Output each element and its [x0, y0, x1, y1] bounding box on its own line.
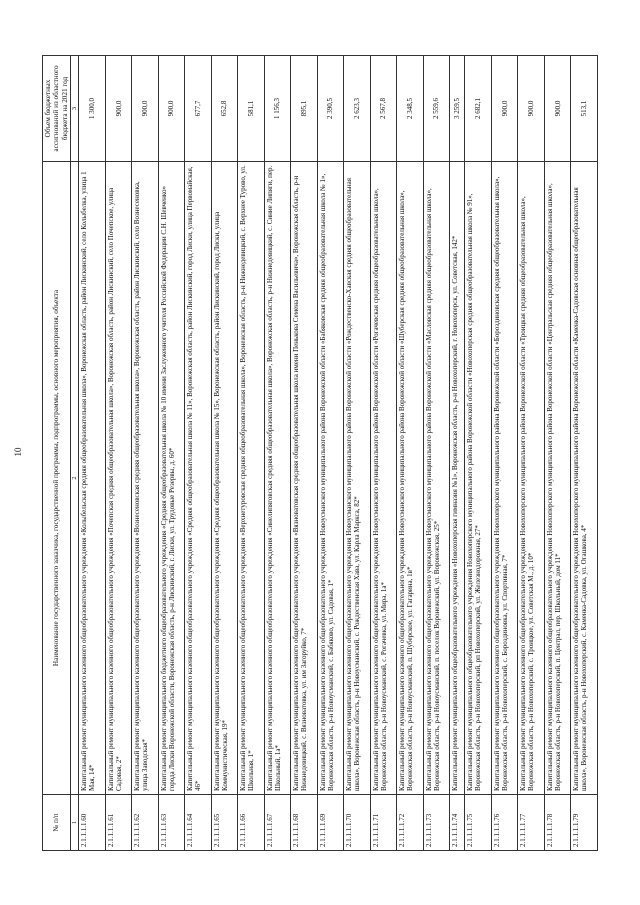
row-number: 2.1.1.1.1.72 — [397, 794, 423, 850]
table-row — [105, 55, 131, 850]
page-number: 10 — [13, 447, 23, 457]
row-name: Капитальный ремонт муниципального казенного общеобразовательного учреждения «Почепская средняя общеобразовательная школа», Воронежская область, район Лискинский, село Почепское, улица Садовая, 2* — [105, 161, 131, 794]
table-row — [518, 55, 544, 850]
row-volume: 900,0 — [491, 55, 517, 161]
row-volume: 2 623,3 — [344, 55, 370, 161]
row-volume: 2 348,5 — [397, 55, 423, 161]
table-row — [571, 55, 598, 850]
table-row — [79, 55, 105, 850]
table-row — [158, 55, 184, 850]
table-row — [264, 55, 290, 850]
row-name: Капитальный ремонт муниципального казенного общеобразовательного учреждения «Синелипяговская средняя общеобразовательная школа», Воронежская область, р-н Нижнедевицкий, с. Синие Липяги, пер. Школьный, 1а* — [264, 161, 290, 794]
row-number: 2.1.1.1.1.68 — [291, 794, 317, 850]
index-cell: 1 — [70, 794, 78, 850]
row-volume: 677,7 — [185, 55, 211, 161]
row-number: 2.1.1.1.1.75 — [465, 794, 491, 850]
table-row — [317, 55, 343, 850]
row-number: 2.1.1.1.1.71 — [370, 794, 396, 850]
row-volume: 895,1 — [291, 55, 317, 161]
row-name: Капитальный ремонт муниципального общеобразовательного учреждения «Новохоперская гимназия №1», Воронежская область, р-н Новохоперский, г. Новохоперск, ул. Советская, 142* — [450, 161, 465, 794]
row-name: Капитальный ремонт муниципального казенного общеобразовательного учреждения Новохоперского муниципального района Воронежской области «Каменка-Садовская основная общеобразовательная школа», Воронежская область, р-н Новохоперский, с. Каменка-Садовка, ул. Огашкова, 4* — [571, 161, 598, 794]
row-number: 2.1.1.1.1.79 — [571, 794, 598, 850]
row-volume: 1 156,3 — [264, 55, 290, 161]
row-name: Капитальный ремонт муниципального казенного общеобразовательного учреждения Новоусманского муниципального района Воронежской области «Бабяковская средняя общеобразовательная школа № 1», Воронежская область, р-н Новоусманский, с. Бабяково, ул. Садовая, 1* — [317, 161, 343, 794]
row-number: 2.1.1.1.1.66 — [238, 794, 264, 850]
row-name: Капитальный ремонт муниципального казенного общеобразовательного учреждения «Колыбельская средняя общеобразовательная школа», Воронежская область, район Лискинский, село Колыбелка, улица 1 Мая, 14* — [79, 161, 105, 794]
row-name: Капитальный ремонт муниципального общеобразовательного учреждения Новохоперского муниципального района Воронежской области «Новохоперская средняя общеобразовательная школа № 91», Воронежская область, р-н Новохоперский, рп Новохоперский, ул. Железнодорожная, 27* — [465, 161, 491, 794]
header-name: Наименование государственного заказчика, государственной программы, подпрограммы, основного мероприятия, объекта — [43, 161, 71, 794]
row-number: 2.1.1.1.1.65 — [211, 794, 237, 850]
index-cell: 3 — [70, 55, 78, 161]
table-row — [491, 55, 517, 850]
row-volume: 900,0 — [132, 55, 158, 161]
row-number: 2.1.1.1.1.62 — [132, 794, 158, 850]
table-row — [450, 55, 465, 850]
row-volume: 581,1 — [238, 55, 264, 161]
index-cell: 2 — [70, 161, 78, 794]
row-volume: 513,1 — [571, 55, 598, 161]
row-name: Капитальный ремонт муниципального казенного общеобразовательного учреждения «Средняя общеобразовательная школа № 15», Воронежская область, район Лискинский, город Лиски, улица Коммунистическая, 19* — [211, 161, 237, 794]
row-number: 2.1.1.1.1.70 — [344, 794, 370, 850]
document-sheet — [42, 55, 598, 851]
table-row — [211, 55, 237, 850]
row-volume: 900,0 — [105, 55, 131, 161]
header-volume: Объем бюджетных ассигнований из областного бюджета на 2021 год — [43, 55, 71, 161]
row-volume: 1 300,0 — [79, 55, 105, 161]
row-name: Капитальный ремонт муниципального казенного общеобразовательного учреждения «Средняя общеобразовательная школа № 11», Воронежская область, район Лискинский, город Лиски, улица Первомайская, 46* — [185, 161, 211, 794]
table-index-row — [70, 55, 78, 850]
table-row — [397, 55, 423, 850]
row-number: 2.1.1.1.1.69 — [317, 794, 343, 850]
row-name: Капитальный ремонт муниципального казенного общеобразовательного учреждения Новоусманского муниципального района Воронежской области «Шуберская средняя общеобразовательная школа», Воронежская область, р-н Новоусманский, п. Шуберское, ул. Гагарина, 1в* — [397, 161, 423, 794]
header-num: № п/п — [43, 794, 71, 850]
table-row — [544, 55, 570, 850]
row-volume: 900,0 — [518, 55, 544, 161]
row-number: 2.1.1.1.1.77 — [518, 794, 544, 850]
table-row — [344, 55, 370, 850]
row-number: 2.1.1.1.1.74 — [450, 794, 465, 850]
row-number: 2.1.1.1.1.78 — [544, 794, 570, 850]
row-volume: 900,0 — [158, 55, 184, 161]
row-volume: 2 390,5 — [317, 55, 343, 161]
row-name: Капитальный ремонт муниципального казенного общеобразовательного учреждения Новохоперского муниципального района Воронежской области «Троицкая средняя общеобразовательная школа», Воронежская область, р-н Новохоперский, с. Троицкое, ул. Советская М., д. 10* — [518, 161, 544, 794]
budget-table — [42, 55, 598, 851]
row-number: 2.1.1.1.1.73 — [423, 794, 449, 850]
row-volume: 2 567,8 — [370, 55, 396, 161]
row-name: Капитальный ремонт муниципального казенного общеобразовательного учреждения «Вязноватовская средняя общеобразовательная школа имени Пенькова Семена Васильевича», Воронежская область, р-н Нижнедевицкий, с. Вязноватовка, ул. им Загоруйко, 7* — [291, 161, 317, 794]
table-row — [291, 55, 317, 850]
row-name: Капитальный ремонт муниципального казенного общеобразовательного учреждения Новоусманского муниципального района Воронежской области «Рогачевская средняя общеобразовательная школа», Воронежская область, р-н Новоусманский, с. Рогачевка, ул. Мира, 1а* — [370, 161, 396, 794]
row-name: Капитальный ремонт муниципального казенного общеобразовательного учреждения «Вознесеновская средняя общеобразовательная школа», Воронежская область, район Лискинский, село Вознесеновка, улица Заводская* — [132, 161, 158, 794]
row-number: 2.1.1.1.1.60 — [79, 794, 105, 850]
row-volume: 3 259,5 — [450, 55, 465, 161]
table-row — [370, 55, 396, 850]
table-row — [238, 55, 264, 850]
row-number: 2.1.1.1.1.63 — [158, 794, 184, 850]
row-name: Капитальный ремонт муниципального казенного общеобразовательного учреждения «Верхнетуровская средняя общеобразовательная школа», Воронежская область, р-н Нижнедевицкий, с. Верхнее Турово, ул. Школьная, 1* — [238, 161, 264, 794]
row-name: Капитальный ремонт муниципального казенного общеобразовательного учреждения Новохоперского муниципального района Воронежской области «Бороздиновская средняя общеобразовательная школа», Воронежская область, р-н Новохоперский, с. Бороздиновка, ул. Спортивная, 7* — [491, 161, 517, 794]
table-row — [423, 55, 449, 850]
table-row — [465, 55, 491, 850]
row-number: 2.1.1.1.1.67 — [264, 794, 290, 850]
table-header-row — [43, 55, 71, 850]
row-volume: 900,0 — [544, 55, 570, 161]
row-volume: 2 682,1 — [465, 55, 491, 161]
row-name: Капитальный ремонт муниципального казенного общеобразовательного учреждения Новоусманского муниципального района Воронежской области «Рождественско-Хавская средняя общеобразовательная школа», Воронежская область, р-н Новоусманский, с. Рождественская Хава, ул. Карла Маркса, 82* — [344, 161, 370, 794]
row-number: 2.1.1.1.1.64 — [185, 794, 211, 850]
row-number: 2.1.1.1.1.76 — [491, 794, 517, 850]
table-row — [132, 55, 158, 850]
table-row — [185, 55, 211, 850]
row-volume: 2 559,6 — [423, 55, 449, 161]
row-number: 2.1.1.1.1.61 — [105, 794, 131, 850]
row-name: Капитальный ремонт муниципального казенного общеобразовательного учреждения Новохоперского муниципального района Воронежской области «Центральская средняя общеобразовательная школа», Воронежская область, р-н Новохоперский, п. Централ, пер. Школьный, дом 11* — [544, 161, 570, 794]
row-name: Капитальный ремонт муниципального казенного общеобразовательного учреждения Новоусманского муниципального района Воронежской области «Масловская средняя общеобразовательная школа», Воронежская область, р-н Новоусманский, п. поселок Воронежский, ул. Воронежская, 25* — [423, 161, 449, 794]
row-volume: 652,8 — [211, 55, 237, 161]
row-name: Капитальный ремонт муниципального бюджетного общеобразовательного учреждения «Средняя общеобразовательная школа № 10 имени Заслуженного учителя Российской Федерации С.Н. Шевченко» города Лиски Воронежской области, Воронежская область, р-н Лискинский, г. Лиски, ул. Трудовые Резервы, д. 60* — [158, 161, 184, 794]
